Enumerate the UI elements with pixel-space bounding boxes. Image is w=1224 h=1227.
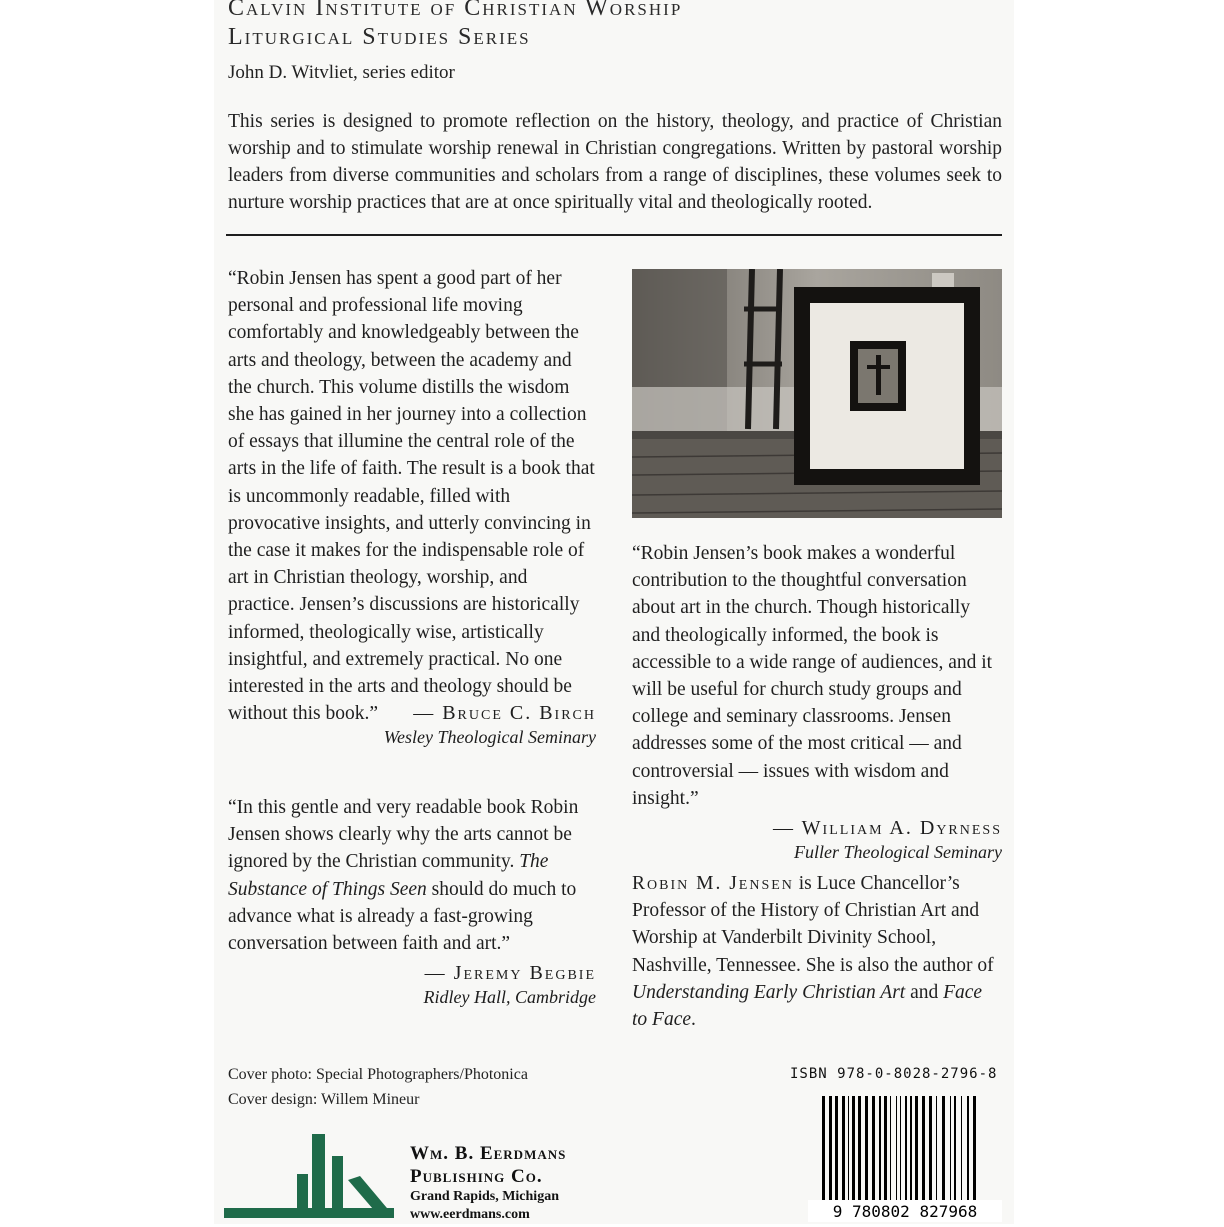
endorsement-affiliation: Fuller Theological Seminary [794,842,1002,863]
barcode-bar [950,1096,951,1200]
barcode-bar [872,1096,875,1200]
endorsement-affiliation: Ridley Hall, Cambridge [423,987,596,1008]
eerdmans-books-logo [224,1128,396,1220]
barcode-bar [858,1096,861,1200]
publisher-name-line1: Wm. B. Eerdmans [410,1143,567,1164]
barcode-bars [808,1094,1002,1222]
barcode-bar [936,1096,937,1200]
barcode-bar [879,1096,881,1200]
barcode-bar [961,1096,962,1200]
cover-design-credit: Cover design: Willem Mineur [228,1091,420,1108]
publisher-info [410,1142,566,1224]
book-title: The Substance of Things Seen [228,851,549,900]
endorsement-birch [228,265,596,749]
cover-credits [228,1062,528,1112]
endorsement-quote: “Robin Jensen has spent a good part of her personal and professional life moving comfortably and knowledgeably between the arts and theology, between the academy and the church. This volume distills the wisdom she has gained in her journey into a collection of essays that illumine the central role of the arts in the life of faith. The result is a book that is uncommonly readable, filled with provocative insights, and utterly convincing in the case it makes for the indispensable role of art in Christian theology, worship, and practice. Jensen’s discussions are historically informed, theologically wise, artistically insightful, and extremely practical. No one interested in the arts and theology should be without this book.” [228,268,595,725]
barcode-bar [829,1096,832,1200]
bio-text: is Luce Chancellor’s Professor of the History of Christian Art and Worship at Vanderbilt Divinity School, Nashville, Tennessee. She is also the author of [632,873,994,976]
bio-text: and [905,981,944,1003]
endorsement-author: — William A. Dyrness [773,817,1002,840]
author-name: Robin M. Jensen [632,873,794,894]
barcode-digits: 9 780802 827968 [832,1202,978,1221]
barcode-bar [822,1096,825,1200]
barcode-bar [942,1096,945,1200]
bio-text: . [691,1009,696,1031]
publisher-name-line2: Publishing Co. [410,1166,543,1187]
barcode-bar [954,1096,956,1200]
barcode-bar [896,1096,897,1200]
barcode-bar [922,1096,925,1200]
barcode-bar [900,1096,901,1200]
book-title: Understanding Early Christian Art [632,981,906,1003]
series-title-line1: Calvin Institute of Christian Worship [228,0,683,21]
barcode-bar [910,1096,912,1200]
barcode-bar [929,1096,932,1200]
endorsement-affiliation: Wesley Theological Seminary [383,727,596,748]
barcode-bar [852,1096,855,1200]
publisher-location: Grand Rapids, Michigan [410,1189,559,1204]
book-title: Face to Face [632,981,983,1031]
publisher-website[interactable]: www.eerdmans.com [410,1207,530,1222]
endorsement-quote: “Robin Jensen’s book makes a wonderful contribution to the thoughtful conversation about art in the church. Though historically and theologically informed, the book is accessible to a wide range of audiences, and it will be useful for church study groups and college and seminary classrooms. Jensen addresses some of the most critical — and controversial — issues with wisdom and insight.” [632,543,993,809]
series-title-line2: Liturgical Studies Series [228,24,531,50]
author-bio [632,870,1002,1033]
barcode-bar [973,1096,976,1200]
divider-rule [226,234,1002,236]
barcode [808,1094,1002,1222]
endorsement-begbie [228,794,596,1009]
endorsement-author: — Jeremy Begbie [424,962,596,985]
series-description: This series is designed to promote reflection on the history, theology, and practice of Christian worship and to stimulate worship renewal in Christian congregations. Written by pastoral worship leaders from diverse communities and scholars from a range of disciplines, these volumes seek to nurture worship practices that are at once spiritually vital and theologically rooted. [228,111,1002,213]
barcode-bar [842,1096,845,1200]
isbn-label: ISBN 978-0-8028-2796-8 [790,1066,998,1082]
barcode-bar [865,1096,868,1200]
cover-photo-credit: Cover photo: Special Photographers/Photonica [228,1066,528,1083]
framed-cross-photo [632,269,1002,518]
barcode-bar [835,1096,838,1200]
barcode-bar [905,1096,907,1200]
barcode-bar [915,1096,918,1200]
quote-text: should do much to advance what is already a fast-growing conversation between faith and art.” [228,878,577,955]
cover-photo [632,269,1002,518]
barcode-bar [967,1096,969,1200]
barcode-bar [848,1096,849,1200]
author-bio-text [632,870,1002,1033]
endorsement-quote [228,794,596,957]
barcode-bar [884,1096,887,1200]
series-title [228,0,682,52]
barcode-bar [890,1096,891,1200]
endorsement-dyrness [632,540,1002,864]
series-editor: John D. Witvliet, series editor [228,62,455,83]
endorsement-author: — Bruce C. Birch [413,702,596,725]
quote-text: “In this gentle and very readable book Robin Jensen shows clearly why the arts cannot be ignored by the Christian community. [228,797,579,873]
